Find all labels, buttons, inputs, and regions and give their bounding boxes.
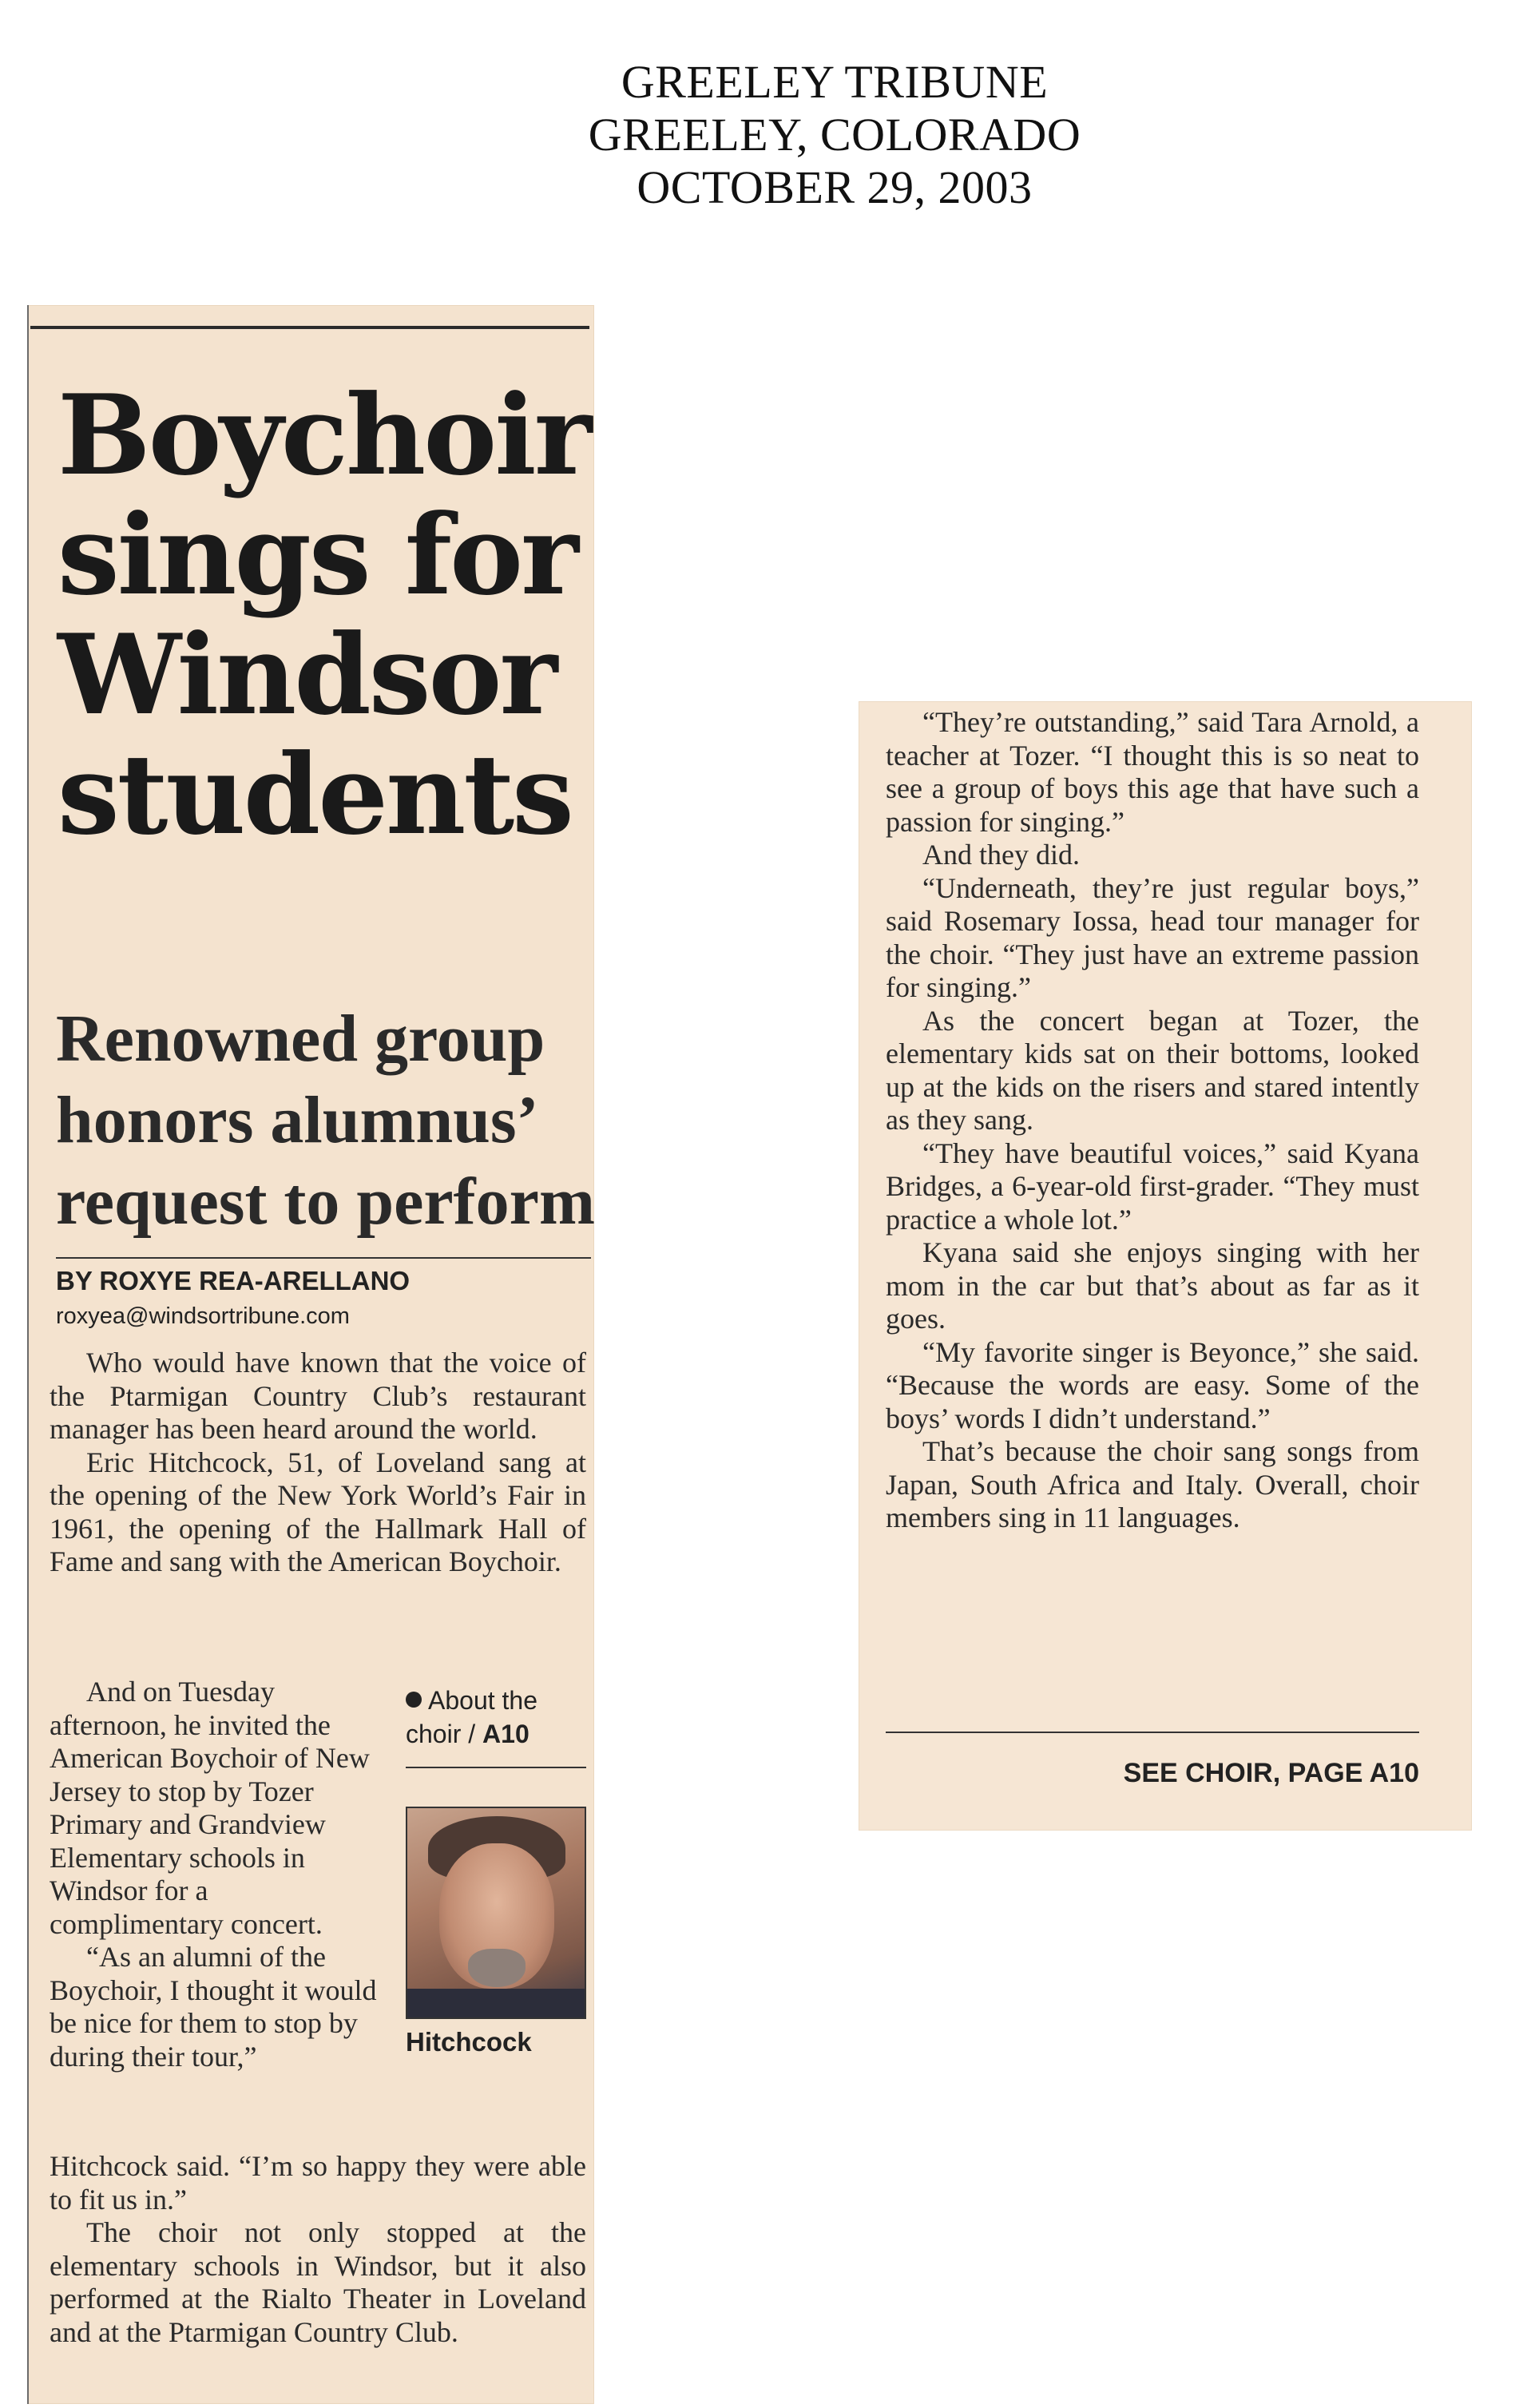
photo-caption: Hitchcock — [406, 2027, 532, 2057]
body-column-top — [50, 1347, 586, 1579]
paragraph: “They’re outstanding,” said Tara Arnold, a teacher at Tozer. “I thought this is so neat to see a group of boys this age that have such a passion for singing.” — [886, 706, 1419, 838]
paragraph: And on Tuesday afternoon, he invited the American Boychoir of New Jersey to stop by Tozer Primary and Grandview Elementary schools in Windsor for a complimentary concert. — [50, 1676, 370, 1940]
masthead-city: GREELEY, COLORADO — [588, 109, 1081, 161]
paragraph: “Underneath, they’re just regular boys,” said Rosemary Iossa, head tour manager for the choir. “They just have an extreme passion for singing.” — [886, 871, 1419, 1003]
headline-line: sings for — [58, 490, 577, 620]
paragraph: The choir not only stopped at the elementary schools in Windsor, but it also performed at the Rialto Theater in Loveland and at the Ptarmigan Country Club. — [50, 2216, 586, 2348]
subheadline-line: honors alumnus’ — [56, 1083, 539, 1157]
headline-line: students — [58, 729, 572, 859]
column-rule — [27, 305, 29, 2404]
subheadline-line: Renowned group — [56, 1002, 545, 1076]
paragraph: As the concert began at Tozer, the elementary kids sat on their bottoms, looked up at the kids on the risers and stared intently as they sang. — [886, 1004, 1419, 1136]
masthead-date: OCTOBER 29, 2003 — [637, 161, 1033, 213]
paragraph: Kyana said she enjoys singing with her mom in the car but that’s about as far as it goes. — [886, 1236, 1419, 1335]
beard — [468, 1949, 526, 1987]
subheadline — [56, 998, 607, 1243]
bullet-icon — [406, 1692, 422, 1708]
paragraph: “As an alumni of the Boychoir, I thought it would be nice for them to stop by during their tour,” — [50, 1941, 377, 2073]
byline: BY ROXYE REA-ARELLANO — [56, 1266, 411, 1295]
paragraph: That’s because the choir sang songs from Japan, South Africa and Italy. Overall, choir members sing in 11 languages. — [886, 1435, 1419, 1533]
paragraph: “My favorite singer is Beyonce,” she said. “Because the words are easy. Some of the boys’ words I didn’t understand.” — [886, 1335, 1419, 1434]
subheadline-line: request to perform — [56, 1164, 595, 1239]
paragraph: And they did. — [922, 839, 1080, 871]
shirt — [407, 1989, 586, 2019]
headline-line: Windsor — [58, 609, 556, 740]
masthead-paper: GREELEY TRIBUNE — [621, 56, 1049, 108]
sidebar-rule — [406, 1767, 586, 1768]
body-column-right — [886, 706, 1419, 1535]
body-column-narrow — [50, 1676, 385, 2073]
jump-rule — [886, 1732, 1419, 1733]
about-label: About the choir / — [406, 1686, 537, 1748]
portrait-photo — [406, 1807, 586, 2019]
paragraph: Eric Hitchcock, 51, of Loveland sang at the opening of the New York World’s Fair in 1961, the opening of the Hallmark Hall of Fame and sang with the American Boychoir. — [50, 1446, 586, 1577]
headline — [58, 370, 601, 859]
paragraph: Hitchcock said. “I’m so happy they were able to fit us in.” — [50, 2150, 586, 2216]
masthead — [515, 56, 1154, 214]
body-column-bottom — [50, 2150, 586, 2349]
about-page: A10 — [482, 1720, 530, 1748]
paragraph: “They have beautiful voices,” said Kyana Bridges, a 6-year-old first-grader. “They must practice a whole lot.” — [886, 1137, 1419, 1236]
top-rule — [30, 326, 589, 329]
clipping-front — [27, 305, 594, 2404]
paragraph: Who would have known that the voice of the Ptarmigan Country Club’s restaurant manager has been heard around the world. — [50, 1347, 586, 1445]
byline-rule — [56, 1257, 591, 1259]
headline-line: Boychoir — [58, 370, 590, 500]
sidebar-about — [406, 1684, 597, 1751]
author-email: roxyea@windsortribune.com — [56, 1303, 350, 1329]
clipping-continued — [859, 701, 1472, 1831]
jump-line: SEE CHOIR, PAGE A10 — [1123, 1758, 1419, 1788]
